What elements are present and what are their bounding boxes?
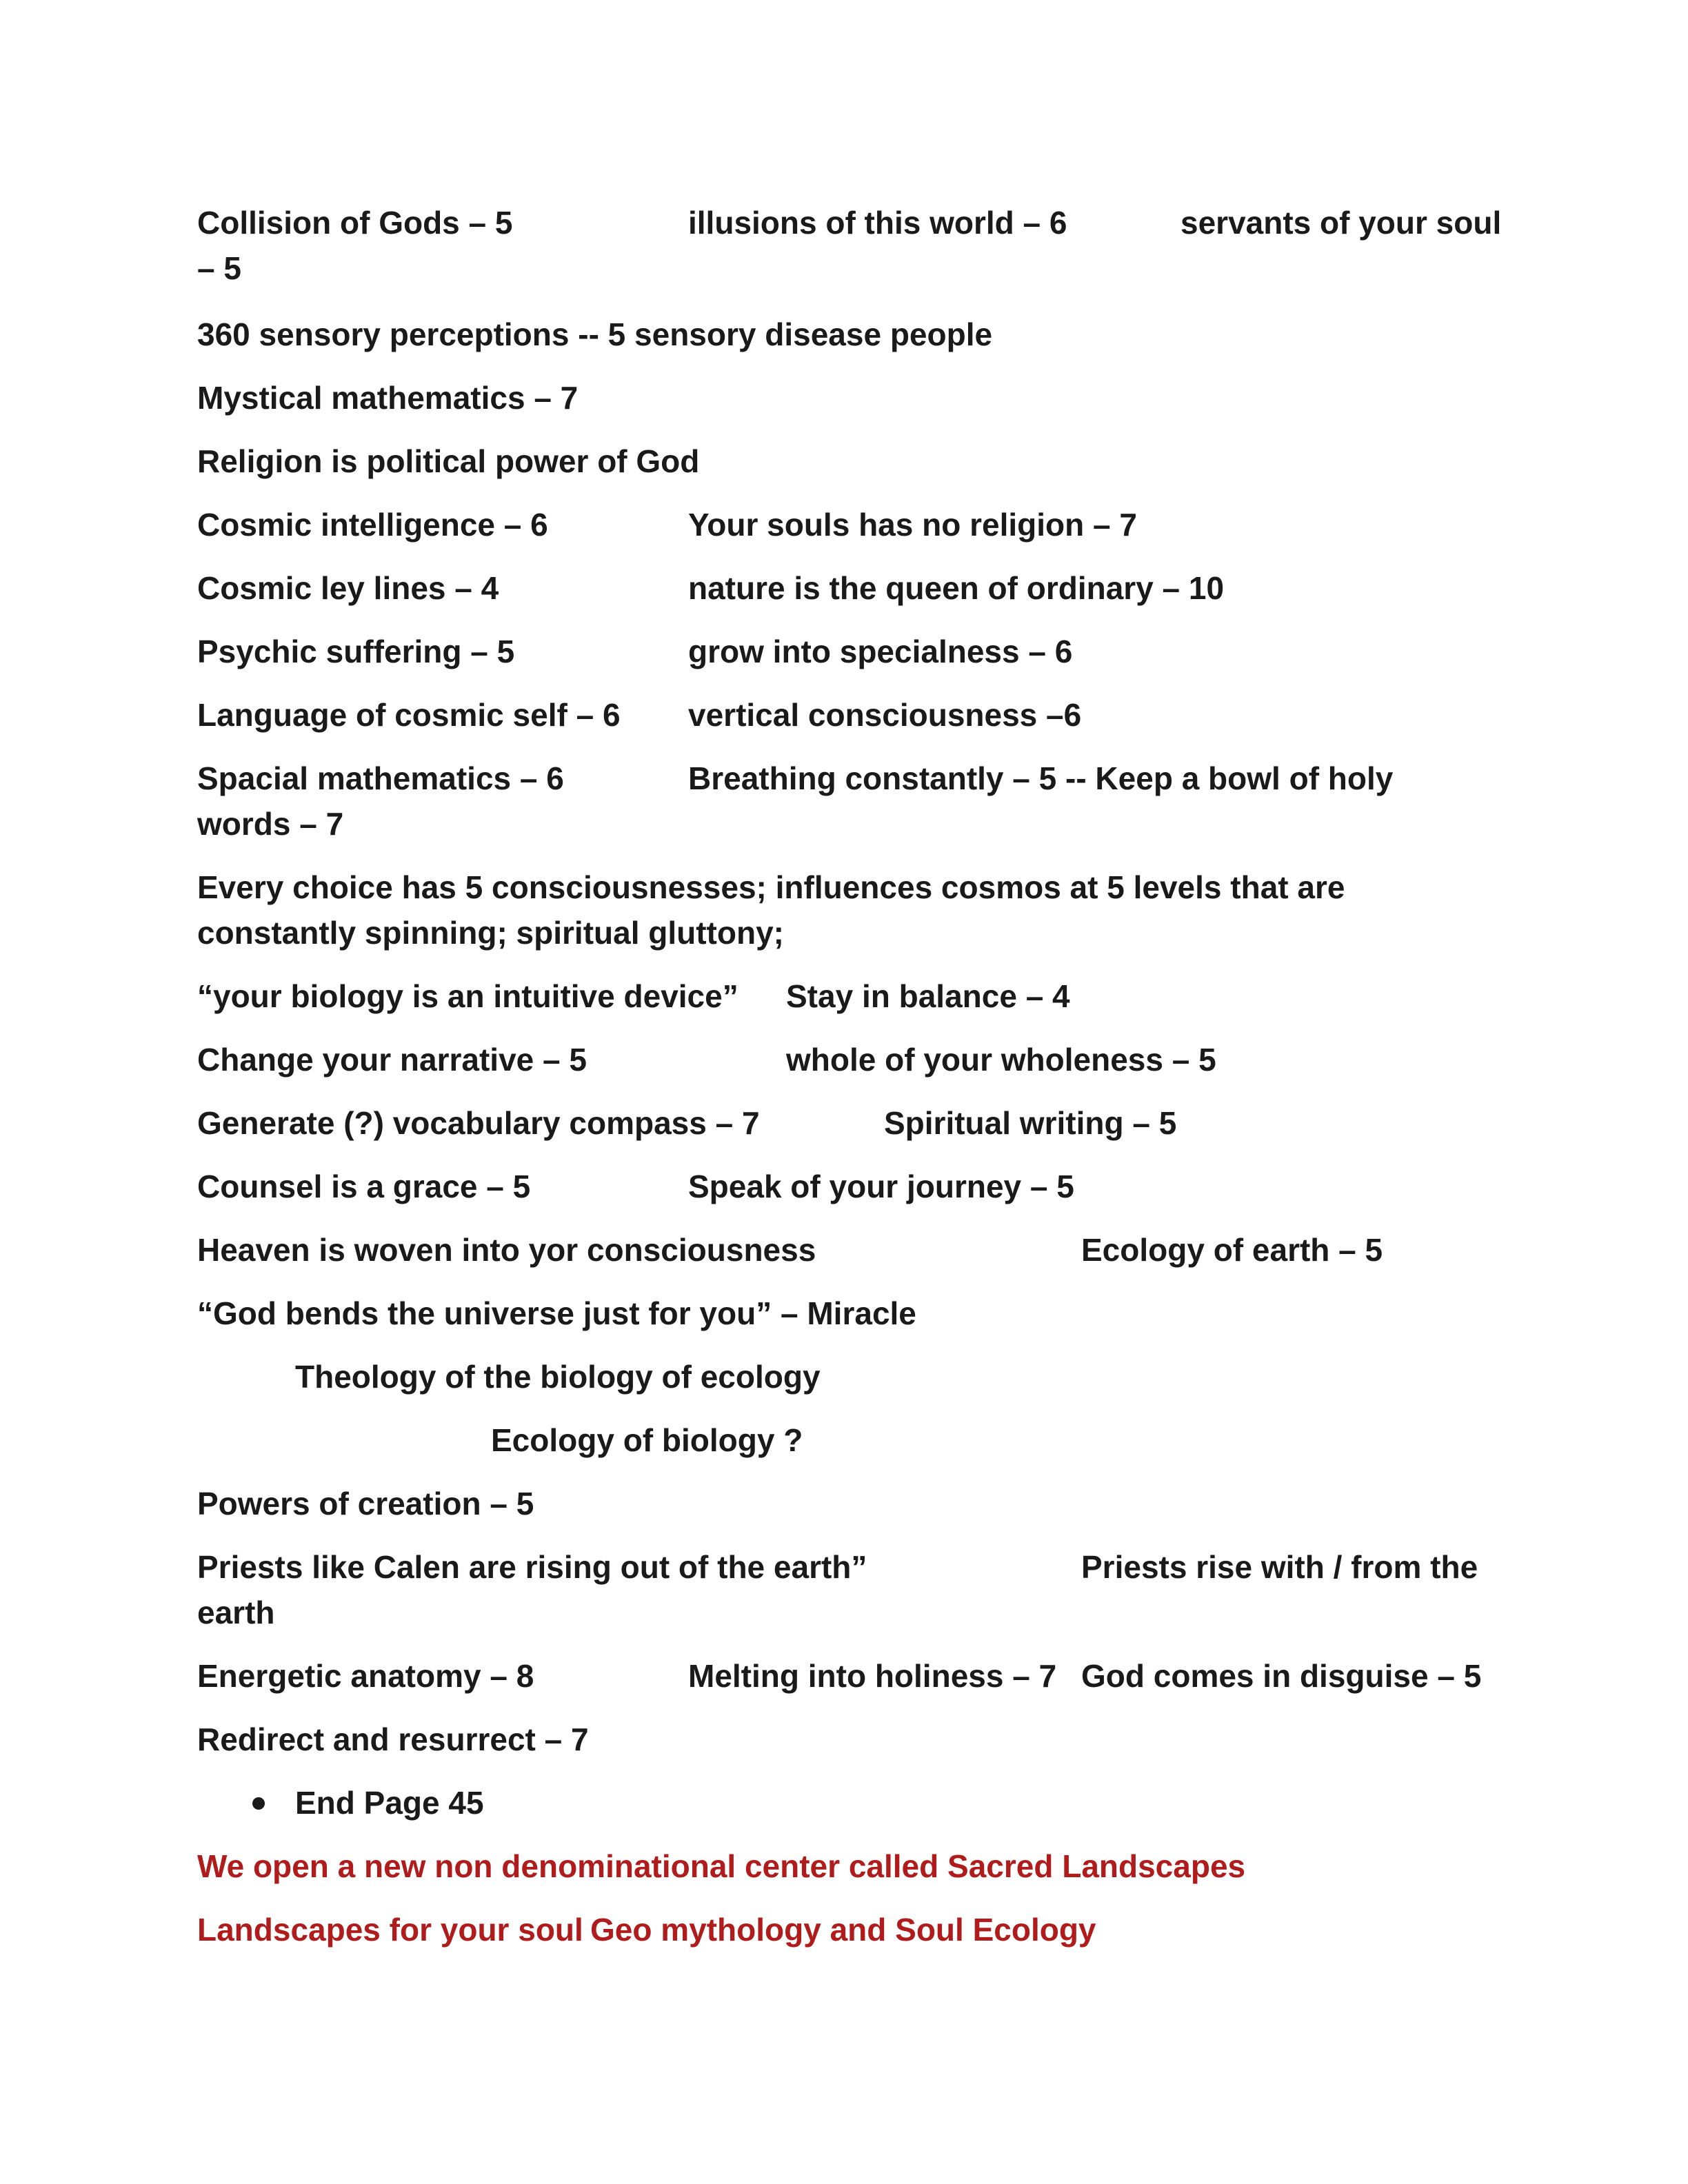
note-wholeness: whole of your wholeness – 5 xyxy=(786,1042,1216,1078)
note-priests-calen: Priests like Calen are rising out of the earth” xyxy=(197,1549,867,1585)
note-spiritual-writing: Spiritual writing – 5 xyxy=(884,1105,1177,1141)
note-illusions: illusions of this world – 6 xyxy=(688,205,1067,241)
note-breathing-cont: words – 7 xyxy=(197,806,344,842)
note-vocabulary-compass: Generate (?) vocabulary compass – 7 xyxy=(197,1105,760,1141)
note-powers-creation: Powers of creation – 5 xyxy=(197,1486,534,1521)
note-geo-mythology: Geo mythology and Soul Ecology xyxy=(590,1912,1096,1948)
note-spacial-math: Spacial mathematics – 6 xyxy=(197,760,564,796)
note-biology-quote: “your biology is an intuitive device” xyxy=(197,978,738,1014)
note-cosmic-self: Language of cosmic self – 6 xyxy=(197,697,621,733)
note-end-page: End Page 45 xyxy=(295,1785,484,1821)
note-specialness: grow into specialness – 6 xyxy=(688,634,1073,669)
note-counsel: Counsel is a grace – 5 xyxy=(197,1169,531,1204)
note-every-choice: Every choice has 5 consciousnesses; influences cosmos at 5 levels that are xyxy=(197,869,1345,905)
note-energetic-anatomy: Energetic anatomy – 8 xyxy=(197,1658,534,1694)
note-every-choice-cont: constantly spinning; spiritual gluttony; xyxy=(197,915,784,951)
note-theology: Theology of the biology of ecology xyxy=(295,1359,821,1395)
note-sacred-landscapes: We open a new non denominational center called Sacred Landscapes xyxy=(197,1848,1246,1884)
note-souls-no-religion: Your souls has no religion – 7 xyxy=(688,507,1137,543)
note-ley-lines: Cosmic ley lines – 4 xyxy=(197,570,499,606)
note-cosmic-intelligence: Cosmic intelligence – 6 xyxy=(197,507,548,543)
note-mystical-math: Mystical mathematics – 7 xyxy=(197,380,579,416)
note-servants-of-soul: servants of your soul xyxy=(1180,205,1502,241)
note-psychic-suffering: Psychic suffering – 5 xyxy=(197,634,515,669)
note-religion: Religion is political power of God xyxy=(197,443,700,479)
note-breathing: Breathing constantly – 5 -- Keep a bowl of holy xyxy=(688,760,1394,796)
note-balance: Stay in balance – 4 xyxy=(786,978,1070,1014)
note-heaven: Heaven is woven into yor consciousness xyxy=(197,1232,816,1268)
note-collision-of-gods: Collision of Gods – 5 xyxy=(197,205,513,241)
note-priests-rise: Priests rise with / from the xyxy=(1081,1549,1478,1585)
note-queen-of-ordinary: nature is the queen of ordinary – 10 xyxy=(688,570,1225,606)
note-god-disguise: God comes in disguise – 5 xyxy=(1081,1658,1482,1694)
bullet-icon xyxy=(252,1797,265,1810)
note-ecology-biology: Ecology of biology ? xyxy=(491,1422,803,1458)
note-landscapes-soul: Landscapes for your soul xyxy=(197,1912,583,1948)
note-servants-of-soul-cont: – 5 xyxy=(197,250,241,286)
note-journey: Speak of your journey – 5 xyxy=(688,1169,1074,1204)
note-sensory-perceptions: 360 sensory perceptions -- 5 sensory disease people xyxy=(197,316,993,352)
note-priests-rise-cont: earth xyxy=(197,1595,275,1630)
note-melting-holiness: Melting into holiness – 7 xyxy=(688,1658,1057,1694)
note-god-bends: “God bends the universe just for you” – Miracle xyxy=(197,1295,916,1331)
note-vertical-consciousness: vertical consciousness –6 xyxy=(688,697,1082,733)
note-narrative: Change your narrative – 5 xyxy=(197,1042,587,1078)
note-redirect: Redirect and resurrect – 7 xyxy=(197,1721,589,1757)
note-ecology-earth: Ecology of earth – 5 xyxy=(1081,1232,1383,1268)
